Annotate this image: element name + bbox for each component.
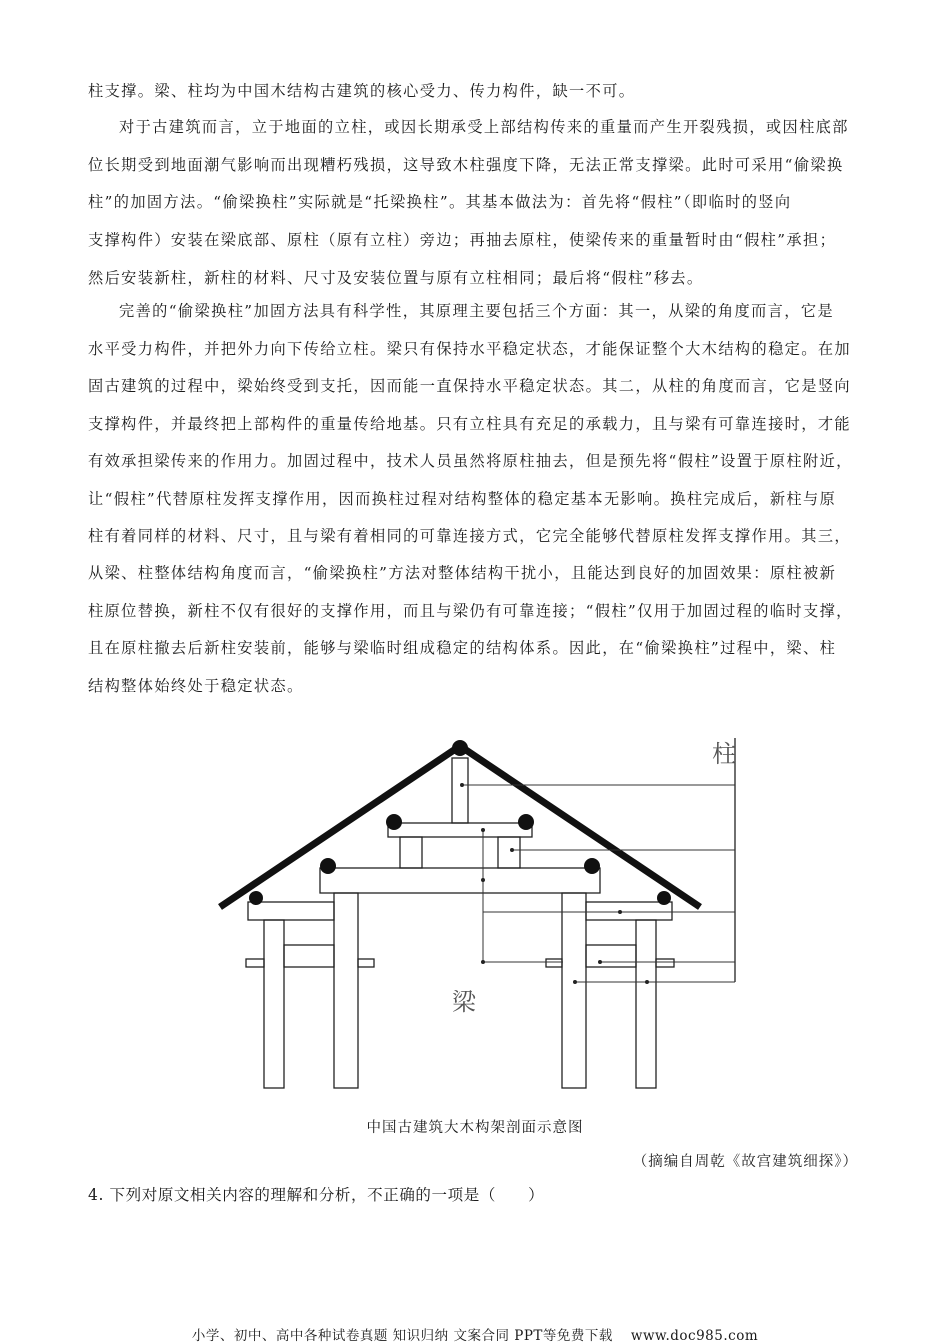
footer-link[interactable]: www.doc985.com — [630, 1328, 759, 1344]
text-line: 结构整体始终处于稳定状态。 — [88, 677, 304, 695]
eave-beam-left — [248, 902, 334, 920]
text-line: 柱”的加固方法。“偷梁换柱”实际就是“托梁换柱”。其基本做法为：首先将“假柱”（即临时的竖向 — [88, 193, 792, 211]
purlin-left-middle — [320, 858, 336, 874]
figure-source: （摘编自周乾《故宫建筑细探》） — [632, 1154, 858, 1170]
outer-column-left — [264, 920, 284, 1088]
question-4: 4. 下列对原文相关内容的理解和分析，不正确的一项是（ ） — [88, 1186, 545, 1204]
purlin-left-lower — [249, 891, 263, 905]
beam-end-left — [246, 959, 264, 967]
outer-column-right — [636, 920, 656, 1088]
column-leader-lines — [462, 785, 735, 982]
eave-beam-right — [586, 902, 672, 920]
purlin-right-upper — [518, 814, 534, 830]
roof-line — [220, 746, 700, 907]
purlin-right-lower — [657, 891, 671, 905]
tie-beam-left — [284, 945, 334, 967]
beam-end-right — [656, 959, 674, 967]
beam-end-left-inner — [358, 959, 374, 967]
text-line: 柱原位替换，新柱不仅有很好的支撑作用，而且与梁仍有可靠连接；“假柱”仅用于加固过程的临时支撑， — [88, 602, 853, 620]
text-line: 支撑构件，并最终把上部构件的重量传给地基。只有立柱具有充足的承载力，且与梁有可靠连接时，才能 — [88, 415, 852, 433]
purlin-ridge — [452, 740, 468, 756]
beam-end-right-inner — [546, 959, 562, 967]
tie-beam-right — [586, 945, 636, 967]
text-line: 支撑构件）安装在梁底部、原柱（原有立柱）旁边；再抽去原柱，使梁传来的重量暂时由“假柱”承担； — [88, 231, 837, 249]
label-column: 柱 — [712, 740, 736, 768]
main-beam-upper — [388, 823, 532, 837]
text-line: 完善的“偷梁换柱”加固方法具有科学性，其原理主要包括三个方面：其一，从梁的角度而言，它是 — [119, 302, 835, 320]
inner-column-left — [334, 893, 358, 1088]
purlin-left-upper — [386, 814, 402, 830]
king-post — [452, 758, 468, 823]
text-line: 水平受力构件，并把外力向下传给立柱。梁只有保持水平稳定状态，才能保证整个大木结构的稳定。在加 — [88, 340, 852, 358]
text-line: 然后安装新柱，新柱的材料、尺寸及安装位置与原有立柱相同；最后将“假柱”移去。 — [88, 269, 704, 287]
text-line: 对于古建筑而言，立于地面的立柱，或因长期承受上部结构传来的重量而产生开裂残损，或因柱底部 — [119, 118, 849, 136]
text-line: 位长期受到地面潮气影响而出现糟朽残损，这导致木柱强度下降，无法正常支撑梁。此时可采用“偷梁换 — [88, 156, 844, 174]
strut-right — [498, 837, 520, 868]
text-line: 让“假柱”代替原柱发挥支撑作用，因而换柱过程对结构整体的稳定基本无影响。换柱完成后，新柱与原 — [88, 490, 837, 508]
timber-frame-diagram — [200, 728, 760, 1096]
footer-text: 小学、初中、高中各种试卷真题 知识归纳 文案合同 PPT等免费下载 — [191, 1328, 613, 1344]
text-line: 柱支撑。梁、柱均为中国木结构古建筑的核心受力、传力构件，缺一不可。 — [88, 82, 636, 100]
text-line: 柱有着同样的材料、尺寸，且与梁有着相同的可靠连接方式，它完全能够代替原柱发挥支撑作用。其三， — [88, 527, 852, 545]
purlin-right-middle — [584, 858, 600, 874]
label-beam: 梁 — [452, 988, 476, 1016]
text-line: 从梁、柱整体结构角度而言，“偷梁换柱”方法对整体结构干扰小，且能达到良好的加固效果：原柱被新 — [88, 564, 837, 582]
page-footer — [0, 1324, 950, 1344]
text-line: 有效承担梁传来的作用力。加固过程中，技术人员虽然将原柱抽去，但是预先将“假柱”设置于原柱附近， — [88, 452, 853, 470]
text-line: 固古建筑的过程中，梁始终受到支托，因而能一直保持水平稳定状态。其二，从柱的角度而言，它是竖向 — [88, 377, 852, 395]
text-line: 且在原柱撤去后新柱安装前，能够与梁临时组成稳定的结构体系。因此，在“偷梁换柱”过程中，梁、柱 — [88, 639, 837, 657]
main-beam-lower — [320, 868, 600, 893]
inner-column-right — [562, 893, 586, 1088]
strut-left — [400, 837, 422, 868]
figure-caption: 中国古建筑大木构架剖面示意图 — [366, 1120, 584, 1136]
